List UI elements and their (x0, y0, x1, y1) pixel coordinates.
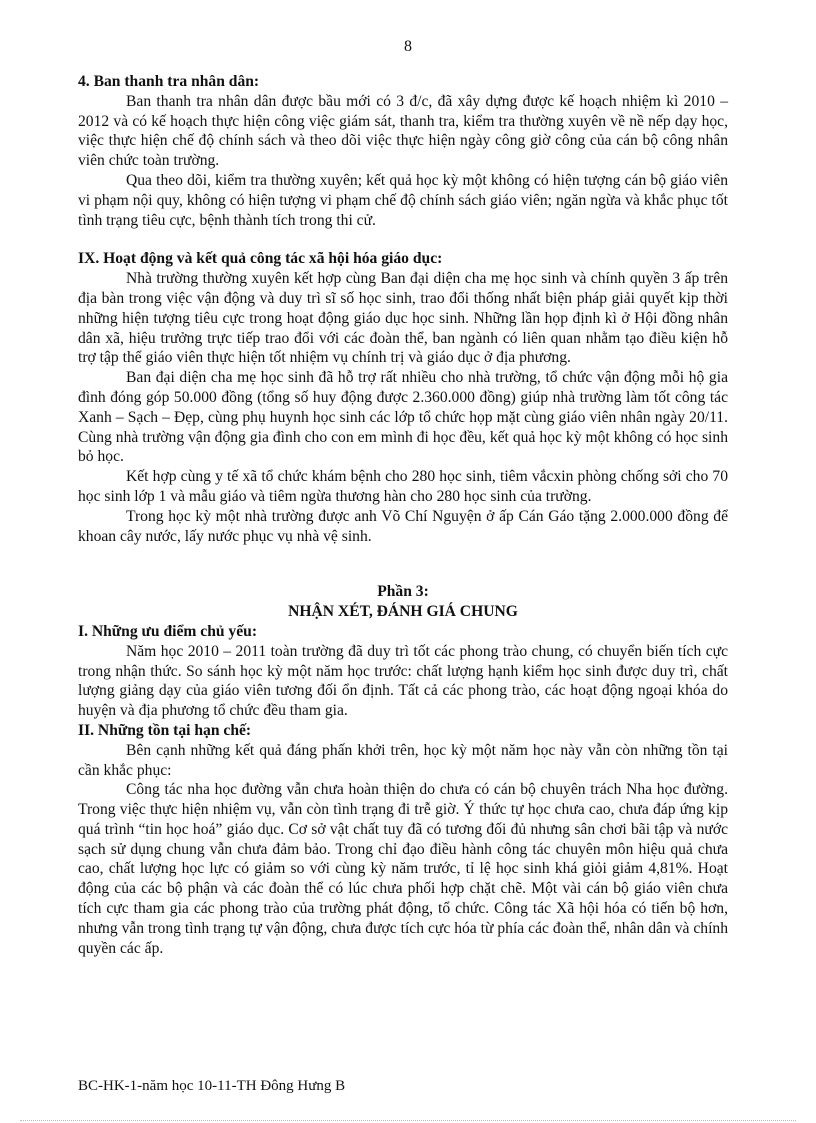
section-9-heading: IX. Hoạt động và kết quả công tác xã hội hóa giáo dục: (78, 250, 443, 268)
paragraph: Qua theo dõi, kiểm tra thường xuyên; kết quả học kỳ một không có hiện tượng cán bộ giáo viên vi phạm nội quy, không có hiện tượng vi phạm chế độ chính sách giáo viên; ngăn ngừa và khắc phục tốt tình trạng tiêu cực, bệnh thành tích trong thi cử. (78, 171, 728, 229)
paragraph: Năm học 2010 – 2011 toàn trường đã duy trì tốt các phong trào chung, có chuyển biến tích cực trong nhận thức. So sánh học kỳ một năm học trước: chất lượng hạnh kiểm học sinh được duy trì, chất lượng giảng dạy của giáo viên tương đối ổn định. Tất cả các phong trào, các hoạt động ngoại khóa do huyện và địa phương tổ chức đều tham gia. (78, 642, 728, 720)
document-body (78, 72, 728, 958)
footer: BC-HK-1-năm học 10-11-TH Đông Hưng B (78, 1078, 346, 1094)
paragraph: Ban đại diện cha mẹ học sinh đã hỗ trợ rất nhiều cho nhà trường, tổ chức vận động mỗi hộ gia đình đóng góp 50.000 đồng (tổng số huy động được 2.360.000 đồng) giúp nhà trường làm tốt công tác Xanh – Sạch – Đẹp, cùng phụ huynh học sinh các lớp tổ chức họp mặt cùng giáo viên nhân ngày 20/11. Cùng nhà trường vận động gia đình cho con em mình đi học đều, kết quả học kỳ một không có học sinh bỏ học. (78, 369, 728, 466)
part-3-title: Phần 3: (377, 583, 429, 601)
page-number: 8 (404, 38, 412, 55)
paragraph: Nhà trường thường xuyên kết hợp cùng Ban đại diện cha mẹ học sinh và chính quyền 3 ấp trên địa bàn trong việc vận động và duy trì sĩ số học sinh, trao đổi thống nhất biện pháp giải quyết kịp thời những hiện tượng tiêu cực trong hoạt động giáo dục học sinh. Những lần họp định kì ở Hội đồng nhân dân xã, hiệu trưởng trực tiếp trao đổi với các đoàn thể, ban ngành có liên quan nhằm tạo điều kiện hỗ trợ tập thể giáo viên thực hiện tốt nhiệm vụ chính trị và giáo dục ở địa phương. (78, 270, 728, 367)
paragraph: Công tác nha học đường vẫn chưa hoàn thiện do chưa có cán bộ chuyên trách Nha học đường. Trong việc thực hiện nhiệm vụ, vẫn còn tình trạng đi trễ giờ. Ý thức tự học chưa cao, chưa đáp ứng kịp quá trình “tin học hoá” giáo dục. Cơ sở vật chất tuy đã có tương đối đủ nhưng sân chơi bãi tập và nước sạch sử dụng chung vẫn chưa đảm bảo. Trong chỉ đạo điều hành công tác chuyên môn hiệu quả chưa cao, chất lượng học lực có giảm so với cùng kỳ năm trước, tỉ lệ học sinh khá giỏi giảm 4,81%. Hoạt động của các bộ phận và các đoàn thể có lúc chưa phối hợp chặt chẽ. Một vài cán bộ giáo viên chưa tích cực tham gia các phong trào của trường phát động, tổ chức. Công tác Xã hội hóa có tiến bộ hơn, nhưng vẫn trong tình trạng tự vận động, chưa được tích cực hóa từ phía các đoàn thể, nhân dân và chính quyền các ấp. (78, 781, 728, 957)
limitations-heading: II. Những tồn tại hạn chế: (78, 721, 252, 739)
paragraph: Bên cạnh những kết quả đáng phấn khởi trên, học kỳ một năm học này vẫn còn những tồn tại cần khắc phục: (78, 741, 728, 779)
paragraph: Ban thanh tra nhân dân được bầu mới có 3 đ/c, đã xây dựng được kế hoạch nhiệm kì 2010 – 2012 và có kế hoạch thực hiện công việc giám sát, thanh tra, kiểm tra thường xuyên về nề nếp dạy học, việc thực hiện chế độ chính sách và theo dõi việc thực hiện ngày công giờ công của cán bộ công nhân viên chức toàn trường. (78, 92, 728, 170)
part-3-subtitle: NHẬN XÉT, ĐÁNH GIÁ CHUNG (288, 603, 518, 621)
page-divider (20, 1120, 796, 1121)
strengths-heading: I. Những ưu điểm chủ yếu: (78, 622, 258, 640)
paragraph: Kết hợp cùng y tế xã tổ chức khám bệnh cho 280 học sinh, tiêm vắcxin phòng chống sởi cho 70 học sinh lớp 1 và mẫu giáo và tiêm ngừa thương hàn cho 280 học sinh của trường. (78, 468, 728, 505)
paragraph: Trong học kỳ một nhà trường được anh Võ Chí Nguyện ở ấp Cán Gáo tặng 2.000.000 đồng để khoan cây nước, lấy nước phục vụ nhà vệ sinh. (78, 507, 728, 545)
section-4-heading: 4. Ban thanh tra nhân dân: (78, 73, 260, 90)
